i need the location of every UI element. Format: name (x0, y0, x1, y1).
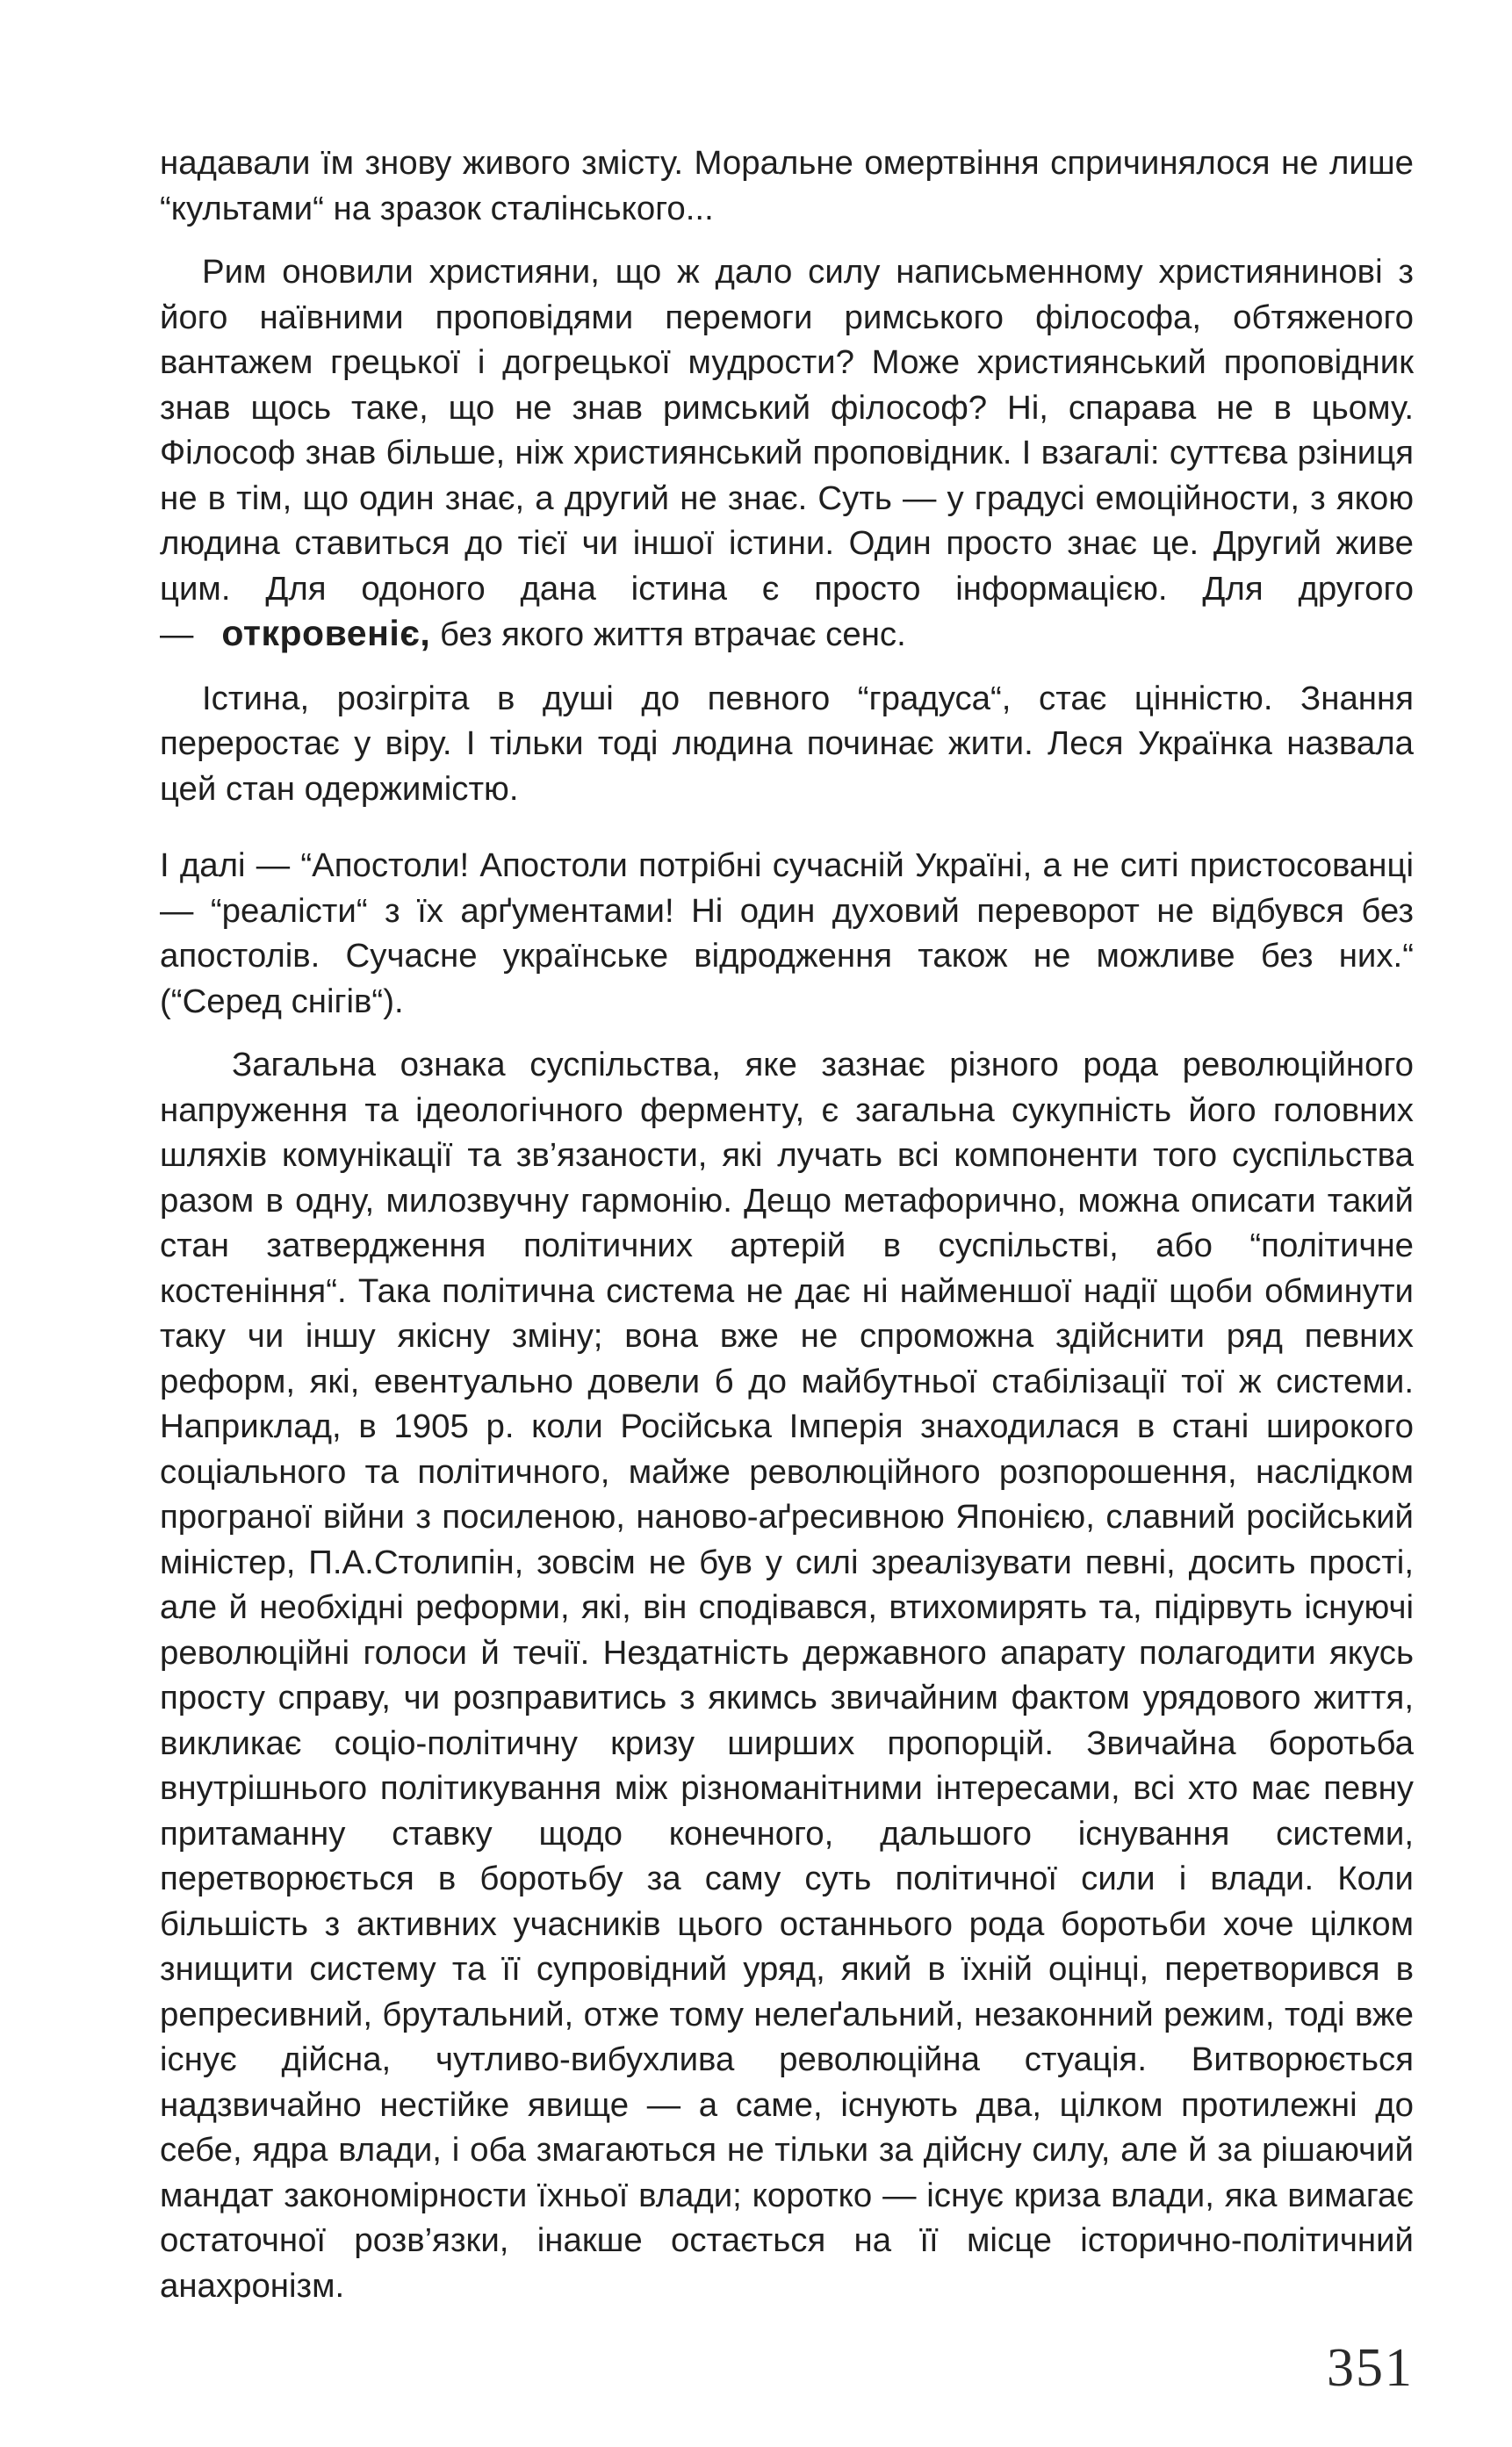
paragraph-4-quote: І далі — “Апостоли! Апостоли потрібні сучасній Україні, а не ситі пристосованці — “реалісти“ з їх арґументами! Ні один духовий переворот не відбувся без апостолів. Сучасне українське відродження також не можливе без них.“ (“Серед снігів“). (160, 846, 1414, 1020)
body-text (160, 140, 1414, 2308)
page-number: 351 (1327, 2338, 1414, 2398)
emphasized-word: откровеніє, (221, 613, 431, 653)
paragraph-2 (160, 249, 1414, 658)
paragraph-5: Загальна ознака суспільства, яке зазнає різного рода революційного напруження та ідеологічного ферменту, є загальна сукупність його головних шляхів комунікації та зв’язаности, які лучать всі компоненти того суспільства разом в одну, милозвучну гармонію. Дещо метафорично, можна описати такий стан затвердження політичних артерій в суспільстві, або “політичне костеніння“. Така політична система не дає ні найменшої надії щоби обминути таку чи іншу якісну зміну; вона вже не спроможна здійснити ряд певних реформ, які, евентуально довели б до майбутньої стабілізації тої ж системи. Наприклад, в 1905 р. коли Російська Імперія знаходилася в стані широкого соціального та політичного, майже революційного розпорошення, наслідком програної війни з посиленою, наново-аґресивною Японією, славний російський міністер, П.А.Столипін, зовсім не був у силі зреалізувати певні, досить прості, але й необхідні реформи, які, він сподівався, втихомирять та, підірвуть існуючі революційні голоси й течії. Нездатність державного апарату полагодити якусь просту справу, чи розправитись з якимсь звичайним фактом урядового життя, викликає соціо-політичну кризу ширших пропорцій. Звичайна боротьба внутрішнього політикування між різноманітними інтересами, всі хто має певну притаманну ставку щодо конечного, дальшого існування системи, перетворюється в боротьбу за саму суть політичної сили і влади. Коли більшість з активних учасників цього останнього рода боротьби хоче цілком знищити систему та її супровідний уряд, який в їхній оцінці, перетворився в репресивний, брутальний, отже тому нелеґальний, незаконний режим, тоді вже існує дійсна, чутливо-вибухлива революційна стуація. Витворюється надзвичайно нестійке явище — а саме, існують два, цілком протилежні до себе, ядра влади, і оба змагаються не тільки за дійсну силу, але й за рішаючий мандат закономірности їхньої влади; коротко — існує криза влади, яка вимагає остаточної розв’язки, інакше остається на її місце історично-політичний анахронізм. (160, 1046, 1414, 2305)
paragraph-2-text-end: без якого життя втрачає сенс. (439, 615, 906, 653)
paragraph-1: надавали їм знову живого змісту. Моральне омертвіння спричинялося не лише “культами“ на зразок сталінського... (160, 144, 1414, 227)
paragraph-3: Істина, розігріта в душі до певного “градуса“, стає цінністю. Знання переростає у віру. І тільки тоді людина починає жити. Леся Українка назвала цей стан одержимістю. (160, 679, 1414, 808)
paragraph-2-text: Рим оновили християни, що ж дало силу написьменному християнинові з його наївними проповідями перемоги римського філософа, обтяженого вантажем грецької і догрецької мудрости? Може християнський проповідник знав щось таке, що не знав римський філософ? Ні, спарава не в цьому. Філософ знав більше, ніж християнський проповідник. І взагалі: суттєва рзіниця не в тім, що один знає, а другий не знає. Суть — у градусі емоційности, з якою людина ставиться до тієї чи іншої істини. Один просто знає це. Другий живе цим. Для одоного дана істина є просто інформацією. Для другого — (160, 253, 1414, 653)
